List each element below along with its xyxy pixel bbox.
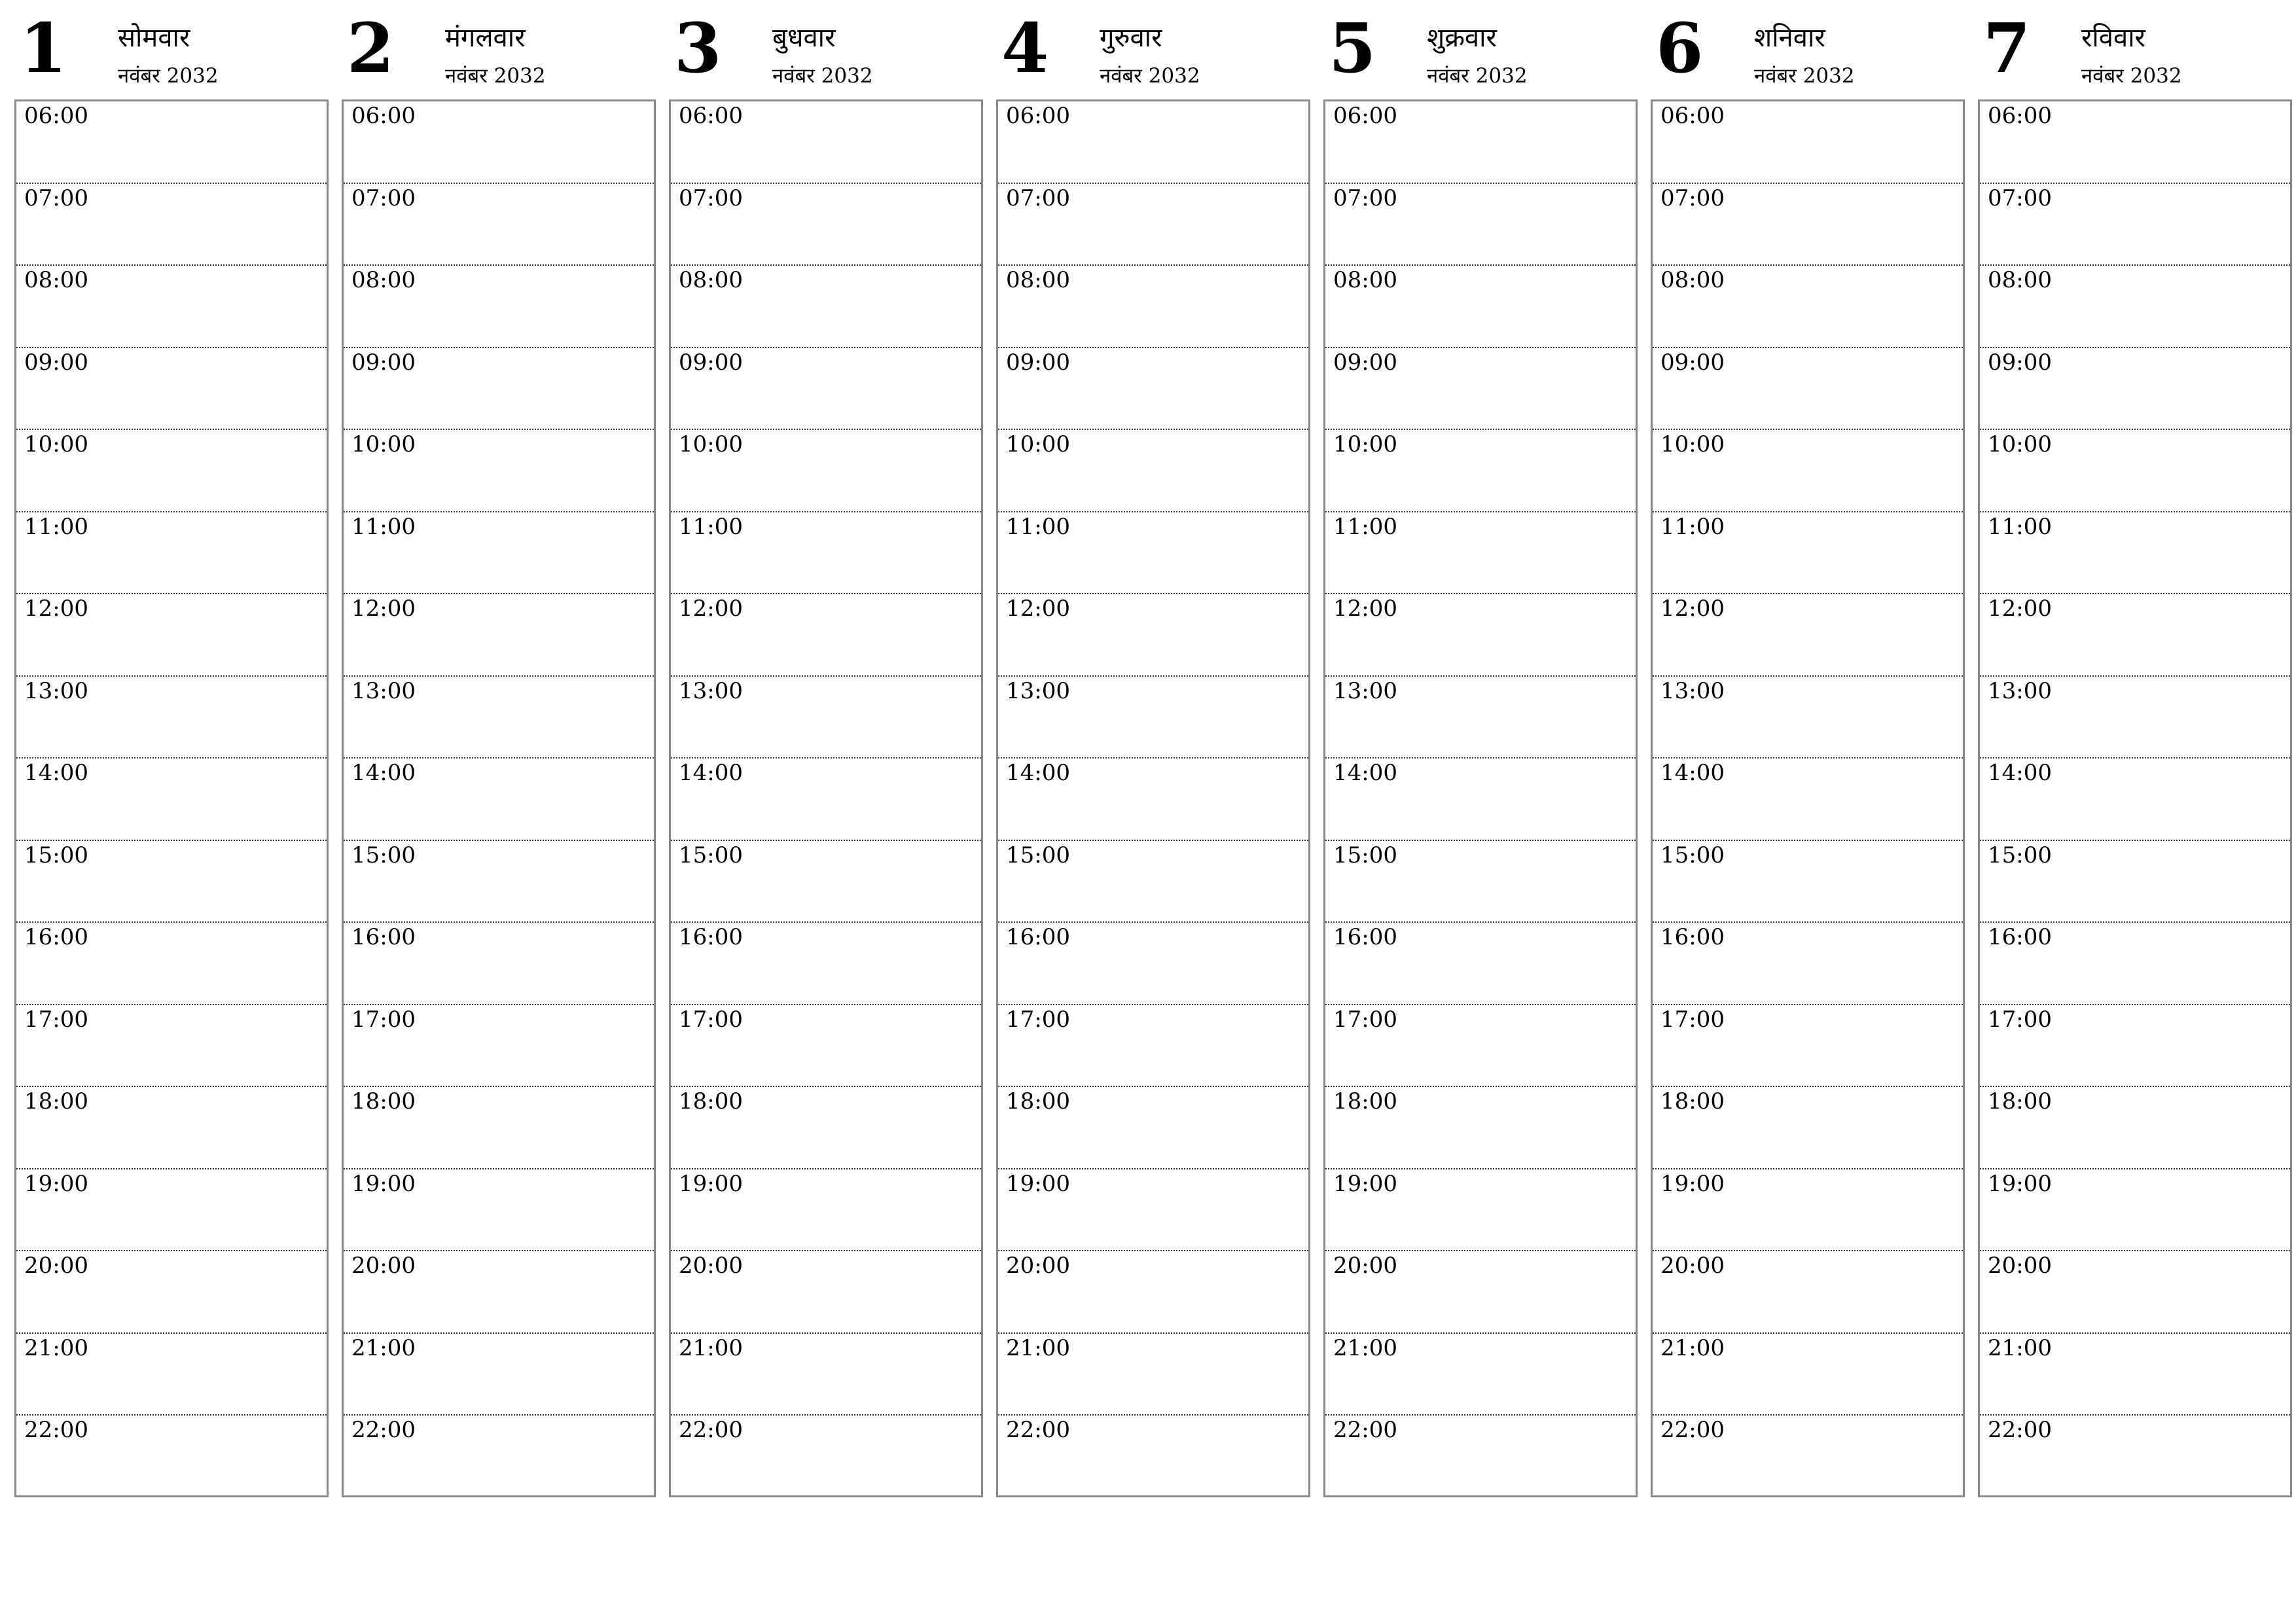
time-label: 19:00: [24, 1170, 88, 1197]
time-slot[interactable]: [998, 184, 1308, 266]
day-header: [669, 8, 983, 98]
time-label: 12:00: [1333, 596, 1397, 622]
time-label: 07:00: [1988, 185, 2052, 211]
time-label: 17:00: [679, 1006, 743, 1033]
time-label: 21:00: [24, 1334, 88, 1361]
time-label: 21:00: [1988, 1334, 2052, 1361]
time-label: 13:00: [1988, 677, 2052, 704]
time-slot[interactable]: [1980, 348, 2290, 431]
time-label: 21:00: [679, 1334, 743, 1361]
time-label: 16:00: [679, 924, 743, 950]
time-label: 07:00: [351, 185, 416, 211]
time-slot[interactable]: [16, 594, 327, 677]
time-slot[interactable]: [998, 923, 1308, 1005]
time-slot[interactable]: [344, 1251, 654, 1334]
day-number: 6: [1656, 8, 1704, 88]
time-slot[interactable]: [344, 1334, 654, 1416]
time-slot[interactable]: [1325, 841, 1636, 923]
time-label: 13:00: [1660, 677, 1725, 704]
time-slot[interactable]: [1653, 184, 1963, 266]
time-label: 08:00: [1660, 267, 1725, 293]
time-label: 12:00: [679, 596, 743, 622]
time-slot[interactable]: [344, 1169, 654, 1252]
time-label: 15:00: [351, 842, 416, 868]
time-slot[interactable]: [671, 1416, 981, 1498]
time-label: 16:00: [351, 924, 416, 950]
time-label: 08:00: [1988, 267, 2052, 293]
time-slot[interactable]: [671, 758, 981, 841]
time-label: 11:00: [351, 513, 416, 540]
time-label: 06:00: [1333, 103, 1397, 129]
time-slot[interactable]: [1325, 1251, 1636, 1334]
time-label: 22:00: [1988, 1417, 2052, 1443]
time-slot[interactable]: [16, 677, 327, 759]
time-slot[interactable]: [1653, 266, 1963, 348]
time-slot[interactable]: [16, 184, 327, 266]
time-slot[interactable]: [344, 430, 654, 512]
day-schedule-box: [1323, 99, 1638, 1497]
time-label: 18:00: [1988, 1088, 2052, 1115]
time-slot[interactable]: [671, 677, 981, 759]
time-slot[interactable]: [1653, 512, 1963, 595]
day-schedule-box: [996, 99, 1310, 1497]
time-slot[interactable]: [1653, 1005, 1963, 1088]
day-column-1: [14, 8, 329, 1525]
time-slot[interactable]: [16, 758, 327, 841]
time-slot[interactable]: [671, 430, 981, 512]
day-schedule-box: [669, 99, 983, 1497]
time-slot[interactable]: [16, 1087, 327, 1169]
time-slot[interactable]: [671, 348, 981, 431]
time-slot[interactable]: [1325, 348, 1636, 431]
weekday-name: शुक्रवार: [1427, 23, 1497, 53]
time-slot[interactable]: [1325, 101, 1636, 184]
time-slot[interactable]: [1980, 1416, 2290, 1498]
time-label: 12:00: [1988, 596, 2052, 622]
time-slot[interactable]: [1980, 512, 2290, 595]
time-label: 11:00: [1006, 513, 1070, 540]
day-header: [1651, 8, 1965, 98]
time-label: 19:00: [1333, 1170, 1397, 1197]
time-label: 15:00: [1988, 842, 2052, 868]
time-slot[interactable]: [16, 512, 327, 595]
time-slot[interactable]: [344, 348, 654, 431]
time-slot[interactable]: [344, 923, 654, 1005]
time-label: 17:00: [351, 1006, 416, 1033]
time-label: 13:00: [24, 677, 88, 704]
time-label: 10:00: [1988, 431, 2052, 457]
time-label: 17:00: [1006, 1006, 1070, 1033]
time-label: 18:00: [24, 1088, 88, 1115]
time-slot[interactable]: [344, 1087, 654, 1169]
time-slot[interactable]: [998, 1005, 1308, 1088]
time-slot[interactable]: [1980, 1169, 2290, 1252]
time-slot[interactable]: [1980, 430, 2290, 512]
weekly-planner: [14, 8, 2296, 1525]
time-label: 07:00: [1660, 185, 1725, 211]
time-slot[interactable]: [16, 1005, 327, 1088]
time-label: 22:00: [1660, 1417, 1725, 1443]
time-label: 06:00: [24, 103, 88, 129]
time-slot[interactable]: [1980, 677, 2290, 759]
day-schedule-box: [342, 99, 656, 1497]
time-slot[interactable]: [1980, 594, 2290, 677]
time-slot[interactable]: [16, 1334, 327, 1416]
month-label: नवंबर 2032: [772, 64, 873, 88]
time-label: 11:00: [679, 513, 743, 540]
time-label: 08:00: [1333, 267, 1397, 293]
time-slot[interactable]: [344, 1416, 654, 1498]
time-label: 18:00: [351, 1088, 416, 1115]
time-label: 12:00: [1660, 596, 1725, 622]
time-label: 17:00: [24, 1006, 88, 1033]
day-schedule-box: [1651, 99, 1965, 1497]
day-column-2: [342, 8, 656, 1525]
day-number: 5: [1329, 8, 1376, 88]
time-label: 08:00: [1006, 267, 1070, 293]
weekday-name: गुरुवार: [1100, 23, 1162, 53]
time-slot[interactable]: [671, 184, 981, 266]
time-label: 17:00: [1988, 1006, 2052, 1033]
month-label: नवंबर 2032: [445, 64, 546, 88]
day-column-4: [996, 8, 1310, 1525]
day-header: [1978, 8, 2292, 98]
time-label: 19:00: [1006, 1170, 1070, 1197]
time-label: 21:00: [351, 1334, 416, 1361]
day-number: 2: [347, 8, 395, 88]
time-slot[interactable]: [1653, 1087, 1963, 1169]
weekday-name: रविवार: [2081, 23, 2145, 53]
time-slot[interactable]: [1653, 594, 1963, 677]
time-label: 16:00: [24, 924, 88, 950]
time-slot[interactable]: [998, 1416, 1308, 1498]
time-label: 16:00: [1988, 924, 2052, 950]
month-label: नवंबर 2032: [1100, 64, 1200, 88]
day-number: 1: [20, 8, 67, 88]
time-slot[interactable]: [671, 1087, 981, 1169]
time-slot[interactable]: [1980, 1334, 2290, 1416]
time-label: 09:00: [1006, 349, 1070, 376]
day-number: 7: [1983, 8, 2031, 88]
time-slot[interactable]: [998, 430, 1308, 512]
time-label: 07:00: [1006, 185, 1070, 211]
time-label: 10:00: [1006, 431, 1070, 457]
time-slot[interactable]: [344, 184, 654, 266]
time-label: 21:00: [1006, 1334, 1070, 1361]
time-slot[interactable]: [1325, 758, 1636, 841]
time-label: 15:00: [1006, 842, 1070, 868]
time-slot[interactable]: [671, 1251, 981, 1334]
weekday-name: बुधवार: [772, 23, 836, 53]
time-slot[interactable]: [344, 101, 654, 184]
time-label: 09:00: [24, 349, 88, 376]
time-slot[interactable]: [1980, 758, 2290, 841]
time-label: 14:00: [1660, 760, 1725, 786]
time-label: 14:00: [1988, 760, 2052, 786]
time-slot[interactable]: [1325, 923, 1636, 1005]
day-number: 4: [1001, 8, 1049, 88]
time-label: 14:00: [679, 760, 743, 786]
time-label: 12:00: [351, 596, 416, 622]
time-label: 20:00: [24, 1253, 88, 1279]
time-label: 09:00: [1660, 349, 1725, 376]
time-label: 13:00: [351, 677, 416, 704]
time-slot[interactable]: [1653, 1416, 1963, 1498]
time-label: 09:00: [351, 349, 416, 376]
time-slot[interactable]: [998, 758, 1308, 841]
day-header: [342, 8, 656, 98]
month-label: नवंबर 2032: [1427, 64, 1528, 88]
time-label: 15:00: [1333, 842, 1397, 868]
time-label: 10:00: [679, 431, 743, 457]
time-label: 10:00: [24, 431, 88, 457]
time-label: 20:00: [351, 1253, 416, 1279]
time-label: 21:00: [1660, 1334, 1725, 1361]
time-label: 16:00: [1333, 924, 1397, 950]
time-slot[interactable]: [1653, 1251, 1963, 1334]
day-header: [1323, 8, 1638, 98]
month-label: नवंबर 2032: [2081, 64, 2182, 88]
time-label: 20:00: [1660, 1253, 1725, 1279]
time-slot[interactable]: [1325, 677, 1636, 759]
time-label: 20:00: [1006, 1253, 1070, 1279]
time-slot[interactable]: [344, 1005, 654, 1088]
time-slot[interactable]: [1653, 677, 1963, 759]
time-label: 17:00: [1333, 1006, 1397, 1033]
time-slot[interactable]: [344, 758, 654, 841]
time-slot[interactable]: [671, 594, 981, 677]
time-label: 15:00: [1660, 842, 1725, 868]
day-column-5: [1323, 8, 1638, 1525]
time-slot[interactable]: [1653, 348, 1963, 431]
time-slot[interactable]: [1325, 594, 1636, 677]
time-slot[interactable]: [1653, 758, 1963, 841]
time-label: 22:00: [1006, 1417, 1070, 1443]
time-slot[interactable]: [671, 923, 981, 1005]
time-slot[interactable]: [998, 101, 1308, 184]
time-slot[interactable]: [1980, 101, 2290, 184]
time-slot[interactable]: [16, 1169, 327, 1252]
time-label: 06:00: [679, 103, 743, 129]
time-slot[interactable]: [1325, 184, 1636, 266]
time-label: 12:00: [1006, 596, 1070, 622]
time-label: 14:00: [1333, 760, 1397, 786]
time-label: 22:00: [1333, 1417, 1397, 1443]
time-slot[interactable]: [671, 101, 981, 184]
time-label: 09:00: [679, 349, 743, 376]
time-label: 19:00: [1660, 1170, 1725, 1197]
day-number: 3: [674, 8, 722, 88]
time-label: 19:00: [679, 1170, 743, 1197]
time-slot[interactable]: [1653, 841, 1963, 923]
time-slot[interactable]: [1325, 1334, 1636, 1416]
time-label: 10:00: [1333, 431, 1397, 457]
day-header: [996, 8, 1310, 98]
day-column-6: [1651, 8, 1965, 1525]
time-slot[interactable]: [16, 266, 327, 348]
day-header: [14, 8, 329, 98]
time-slot[interactable]: [1980, 266, 2290, 348]
time-slot[interactable]: [1653, 923, 1963, 1005]
time-label: 07:00: [24, 185, 88, 211]
time-slot[interactable]: [998, 594, 1308, 677]
time-slot[interactable]: [671, 1334, 981, 1416]
weekday-name: मंगलवार: [445, 23, 526, 53]
time-slot[interactable]: [998, 677, 1308, 759]
time-label: 12:00: [24, 596, 88, 622]
time-label: 09:00: [1333, 349, 1397, 376]
time-slot[interactable]: [998, 512, 1308, 595]
weekday-name: शनिवार: [1754, 23, 1825, 53]
time-slot[interactable]: [998, 1251, 1308, 1334]
month-label: नवंबर 2032: [1754, 64, 1855, 88]
time-slot[interactable]: [1980, 841, 2290, 923]
time-slot[interactable]: [16, 923, 327, 1005]
time-label: 14:00: [351, 760, 416, 786]
time-slot[interactable]: [998, 1334, 1308, 1416]
time-slot[interactable]: [998, 841, 1308, 923]
time-slot[interactable]: [1653, 1334, 1963, 1416]
time-label: 17:00: [1660, 1006, 1725, 1033]
time-slot[interactable]: [16, 1416, 327, 1498]
time-slot[interactable]: [998, 348, 1308, 431]
time-slot[interactable]: [344, 841, 654, 923]
time-label: 18:00: [1660, 1088, 1725, 1115]
time-slot[interactable]: [1325, 266, 1636, 348]
time-label: 11:00: [24, 513, 88, 540]
time-label: 22:00: [351, 1417, 416, 1443]
time-label: 22:00: [24, 1417, 88, 1443]
time-slot[interactable]: [1325, 512, 1636, 595]
time-slot[interactable]: [16, 430, 327, 512]
time-slot[interactable]: [1325, 1005, 1636, 1088]
time-slot[interactable]: [344, 266, 654, 348]
time-slot[interactable]: [998, 266, 1308, 348]
time-label: 06:00: [1988, 103, 2052, 129]
day-schedule-box: [1978, 99, 2292, 1497]
time-label: 20:00: [679, 1253, 743, 1279]
time-slot[interactable]: [16, 841, 327, 923]
time-label: 20:00: [1333, 1253, 1397, 1279]
time-slot[interactable]: [1980, 1251, 2290, 1334]
time-slot[interactable]: [1980, 1087, 2290, 1169]
time-label: 19:00: [351, 1170, 416, 1197]
time-slot[interactable]: [344, 512, 654, 595]
time-label: 08:00: [679, 267, 743, 293]
time-label: 14:00: [1006, 760, 1070, 786]
time-label: 07:00: [1333, 185, 1397, 211]
time-label: 10:00: [1660, 431, 1725, 457]
time-slot[interactable]: [1653, 430, 1963, 512]
time-slot[interactable]: [1980, 184, 2290, 266]
time-label: 06:00: [1006, 103, 1070, 129]
time-label: 11:00: [1988, 513, 2052, 540]
time-label: 06:00: [1660, 103, 1725, 129]
time-label: 09:00: [1988, 349, 2052, 376]
time-label: 15:00: [679, 842, 743, 868]
time-label: 19:00: [1988, 1170, 2052, 1197]
time-slot[interactable]: [671, 841, 981, 923]
time-slot[interactable]: [16, 348, 327, 431]
time-slot[interactable]: [1325, 1169, 1636, 1252]
time-slot[interactable]: [1653, 1169, 1963, 1252]
time-slot[interactable]: [1653, 101, 1963, 184]
time-slot[interactable]: [1980, 1005, 2290, 1088]
time-slot[interactable]: [998, 1169, 1308, 1252]
time-slot[interactable]: [671, 266, 981, 348]
time-slot[interactable]: [1980, 923, 2290, 1005]
time-label: 22:00: [679, 1417, 743, 1443]
day-column-3: [669, 8, 983, 1525]
time-label: 16:00: [1006, 924, 1070, 950]
time-slot[interactable]: [16, 101, 327, 184]
time-label: 21:00: [1333, 1334, 1397, 1361]
time-slot[interactable]: [1325, 1087, 1636, 1169]
time-slot[interactable]: [1325, 430, 1636, 512]
time-slot[interactable]: [671, 512, 981, 595]
time-slot[interactable]: [16, 1251, 327, 1334]
time-label: 11:00: [1660, 513, 1725, 540]
time-label: 13:00: [679, 677, 743, 704]
time-label: 18:00: [1333, 1088, 1397, 1115]
month-label: नवंबर 2032: [118, 64, 219, 88]
time-label: 08:00: [351, 267, 416, 293]
time-label: 13:00: [1006, 677, 1070, 704]
time-label: 10:00: [351, 431, 416, 457]
weekday-name: सोमवार: [118, 23, 190, 53]
day-column-7: [1978, 8, 2292, 1525]
time-slot[interactable]: [671, 1169, 981, 1252]
time-label: 06:00: [351, 103, 416, 129]
time-label: 11:00: [1333, 513, 1397, 540]
time-slot[interactable]: [998, 1087, 1308, 1169]
time-label: 15:00: [24, 842, 88, 868]
time-label: 16:00: [1660, 924, 1725, 950]
time-slot[interactable]: [344, 594, 654, 677]
time-label: 07:00: [679, 185, 743, 211]
time-label: 08:00: [24, 267, 88, 293]
time-label: 20:00: [1988, 1253, 2052, 1279]
time-slot[interactable]: [671, 1005, 981, 1088]
day-schedule-box: [14, 99, 329, 1497]
time-label: 18:00: [1006, 1088, 1070, 1115]
time-slot[interactable]: [1325, 1416, 1636, 1498]
time-label: 13:00: [1333, 677, 1397, 704]
time-slot[interactable]: [344, 677, 654, 759]
time-label: 18:00: [679, 1088, 743, 1115]
time-label: 14:00: [24, 760, 88, 786]
